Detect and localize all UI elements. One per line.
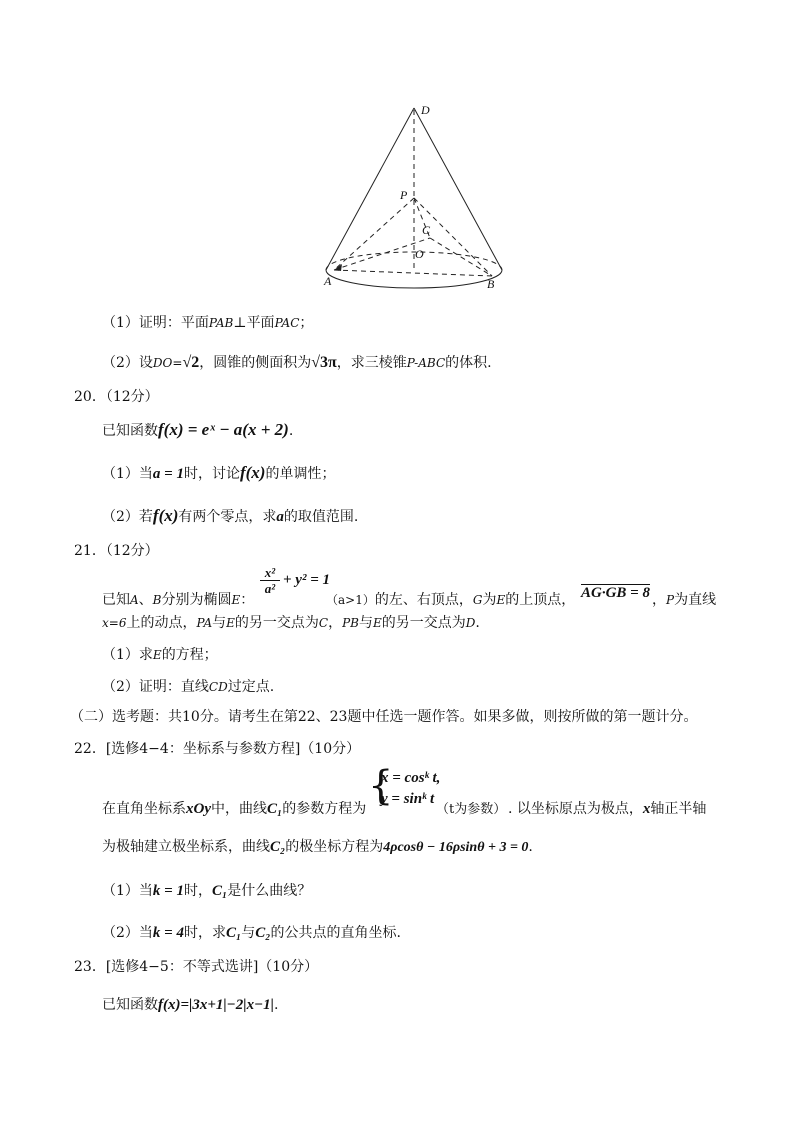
system-brace: { [368,763,394,809]
text: ： [240,592,255,608]
q22-part1 [102,880,311,900]
text: 求 [138,647,153,663]
sqrt3pi: √3π [311,354,337,371]
text: 已知 [102,592,130,608]
line-PA: PA [196,616,213,630]
text: 时，求 [183,925,226,941]
q19-part2 [102,352,492,372]
text: ， [328,615,343,631]
ellipse-E: E [372,616,382,630]
text: 当 [138,466,153,482]
q20-header: 20．（12分） [74,389,159,405]
point-C: C [318,616,329,630]
text: 上的动点， [126,615,197,631]
label-C: C [422,223,431,237]
curve-C1: C₁ [225,925,242,941]
cone-right-edge [414,108,502,270]
text: ， [652,592,666,608]
frac-denominator: a² [260,580,280,596]
q21-part2 [102,676,274,696]
cond-k4: k = 4 [152,925,184,941]
curve-C2: C₂ [270,839,286,855]
text: 在直角坐标系 [102,801,186,817]
var-x: x [642,801,651,817]
text: 已知函数 [102,997,158,1013]
text: . [288,423,294,439]
part-number: （1） [102,466,139,482]
point-G: G [472,593,483,607]
label-A: A [324,274,332,288]
sqrt2: √2 [182,354,200,371]
text: 的参数方程为 [282,801,367,817]
text: ，求三棱锥 [336,355,407,371]
text: 的体积. [445,355,492,371]
text: 的左、右顶点， [374,592,473,608]
var-a: a [276,509,284,525]
text: 的另一交点为 [381,615,466,631]
text: 的上顶点， [505,592,576,608]
part-number: （2） [102,355,139,371]
segment-CB [430,238,492,276]
q22-line2 [102,836,533,856]
cond-k1: k = 1 [152,883,184,899]
q20-intro [102,420,293,440]
q22-header: 22．[选修4−4：坐标系与参数方程]（10分） [74,741,361,757]
text: 平面 [246,315,275,331]
text: 时， [183,883,212,899]
ellipse-E: E [226,616,235,630]
q19-part1 [102,312,313,332]
text: 的另一交点为 [234,615,319,631]
q21-line1 [102,589,254,609]
fx: f(x) [152,506,179,525]
text: 为 [482,592,497,608]
q21-line1-end [652,589,716,609]
ellipse-E: E [496,593,506,607]
polar-equation: 4ρcosθ − 16ρsinθ + 3 = 0 [383,840,529,855]
fx: f(x) [239,463,266,482]
coord-xOy: xOy [186,801,211,817]
text: . [528,839,533,855]
point-D: D [465,616,476,630]
text: . [475,615,480,631]
point-B: B [152,593,162,607]
text: 与 [358,615,373,631]
ellipse-fraction [260,565,280,596]
text: . 以坐标原点为极点， [508,801,643,817]
q20-part1 [102,463,335,483]
q21-line1-cont [326,589,575,609]
curve-C1: C₁ [267,801,283,817]
q21-header: 21．（12分） [74,543,159,559]
text: 有两个零点，求 [178,509,277,525]
part-number: （1） [102,647,139,663]
text: 与 [212,615,227,631]
text: 的取值范围. [283,509,359,525]
point-P: P [666,593,675,607]
label-O: O [415,247,424,261]
text: 的方程； [161,647,218,663]
label-B: B [487,277,495,290]
text: 证明：直线 [138,679,209,695]
text: 时，讨论 [183,466,240,482]
line-PB: PB [342,616,359,630]
plane-PAB: PAB [208,316,234,330]
cond-a-gt-1: （a>1） [326,593,375,607]
plane-PAC: PAC [274,316,300,330]
segment-AB [334,270,492,276]
part-number: （1） [102,883,139,899]
q22-line1 [102,798,366,818]
ellipse-E: E [152,648,162,662]
arrow-head-A [334,264,342,271]
text: ，圆锥的侧面积为 [199,355,312,371]
optional-section-note: （二）选考题：共10分。请考生在第22、23题中任选一题作答。如果多做，则按所做的第一题计分。 [70,709,698,725]
label-P: P [400,188,408,202]
text: 的极坐标方程为 [285,839,384,855]
ellipse-E: E [231,593,241,607]
perp-symbol: ⊥ [233,315,247,331]
text: . [273,997,279,1013]
frac-numerator: x² [264,565,276,580]
text: 为直线 [674,592,717,608]
part-number: （2） [102,925,139,941]
text: 过定点. [227,679,275,695]
text: 与 [241,925,256,941]
curve-C2: C₂ [255,925,271,941]
part-number: （2） [102,509,139,525]
cone-base-front-arc [326,270,502,288]
q22-part2 [102,922,401,942]
segment-PB [414,198,492,276]
text: 分别为椭圆 [161,592,232,608]
text: 已知函数 [102,423,158,439]
formula-fx: f(x) = eˣ − a(x + 2) [158,420,289,439]
text: 当 [138,925,153,941]
text: 是什么曲线？ [227,883,312,899]
q23-header: 23．[选修4−5：不等式选讲]（10分） [74,959,319,975]
text: ； [299,315,314,331]
text: 设 [138,355,153,371]
cond-a1: a = 1 [152,466,184,482]
param-eq-y: y = sinᵏ t [381,791,435,807]
text: 若 [138,509,153,525]
text: 证明：平面 [138,315,209,331]
label-DO: DO= [152,356,183,370]
text: 中，曲线 [211,801,267,817]
q22-line1-end [508,798,706,818]
q20-part2 [102,506,358,526]
text: 、 [138,592,153,608]
curve-C1: C₁ [211,883,228,899]
q21-line2 [102,612,480,632]
line-x6: x=6 [102,616,127,630]
vector-dot-product: AG·GB = 8 [581,585,650,601]
text: 轴正半轴 [650,801,707,817]
cone-figure [320,100,510,290]
param-note: （t为参数） [436,802,507,817]
part-number: （1） [102,315,139,331]
text: 的单调性； [265,466,336,482]
label-D: D [421,103,430,117]
text: 当 [138,883,153,899]
line-CD: CD [208,680,228,694]
q23-intro [102,994,278,1014]
point-A: A [130,593,139,607]
text: 的公共点的直角坐标. [270,925,401,941]
q21-part1 [102,644,218,664]
part-number: （2） [102,679,139,695]
tetra-PABC: P-ABC [406,356,446,370]
text: 为极轴建立极坐标系，曲线 [102,839,270,855]
param-eq-x: x = cosᵏ t, [381,770,441,786]
formula-fx-abs: f(x)=|3x+1|−2|x−1| [158,997,274,1013]
ellipse-plus-y: + y² = 1 [283,572,330,588]
